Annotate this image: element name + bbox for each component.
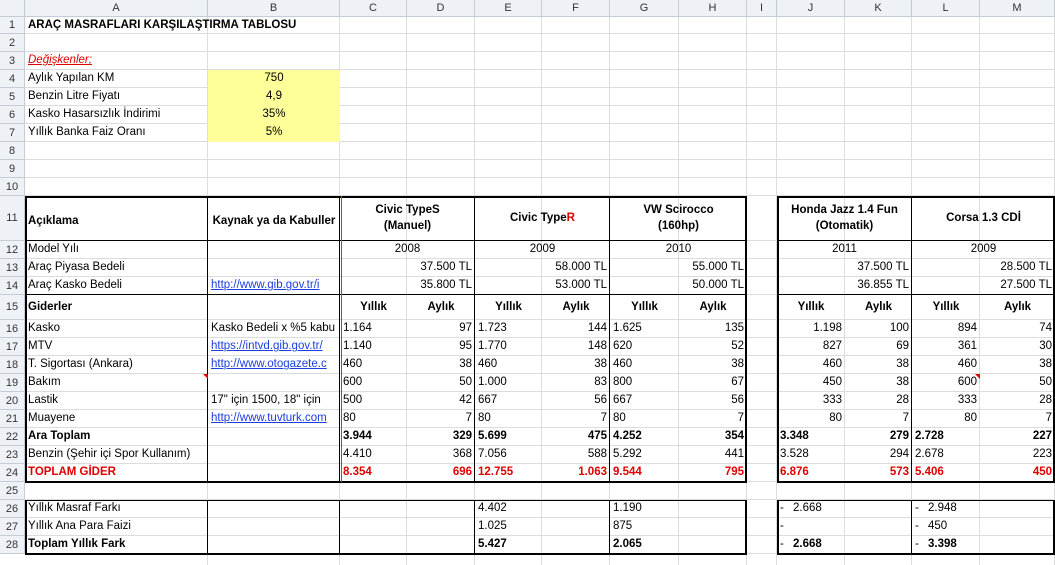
row-header-3[interactable]: 3 (0, 52, 25, 70)
table-border (207, 196, 208, 483)
fuel-value[interactable]: 223 (1032, 448, 1052, 461)
fuel-value[interactable]: 441 (724, 448, 744, 461)
yearly-header[interactable]: Yıllık (932, 300, 960, 313)
header-car4-line2: (Otomatik) (815, 219, 874, 232)
expense-value[interactable]: 30 (1039, 340, 1052, 353)
table-border (474, 196, 475, 483)
diff-value-g[interactable]: 875 (613, 520, 633, 533)
expense-value[interactable]: 80 (343, 412, 356, 425)
row-header-14[interactable]: 14 (0, 277, 25, 295)
row-header-6[interactable]: 6 (0, 106, 25, 124)
expense-value[interactable]: 28 (896, 394, 909, 407)
monthly-header[interactable]: Aylık (699, 300, 727, 313)
table-border (777, 553, 1055, 555)
table-border (777, 500, 1055, 501)
model-year-value[interactable]: 2008 (394, 243, 421, 256)
table-border (745, 196, 747, 483)
market-value[interactable]: 58.000 TL (555, 261, 607, 274)
expense-value[interactable]: 460 (613, 358, 633, 371)
header-source[interactable]: Kaynak ya da Kabuller (212, 214, 336, 227)
diff-value-e[interactable]: 4.402 (478, 502, 507, 515)
table-border (207, 500, 208, 554)
row-header-24[interactable]: 24 (0, 464, 25, 482)
expense-source[interactable]: Kasko Bedeli x %5 kabu (211, 322, 336, 335)
insurance-value[interactable]: 50.000 TL (692, 279, 744, 292)
subtotal-value[interactable]: 5.699 (478, 430, 507, 443)
diff-label[interactable]: Yıllık Ana Para Faizi (28, 520, 131, 533)
row-header-16[interactable]: 16 (0, 320, 25, 338)
row-header-11[interactable]: 11 (0, 196, 25, 241)
header-car2-name: Civic Type (510, 211, 567, 224)
header-description[interactable]: Açıklama (28, 214, 79, 227)
expense-value[interactable]: 50 (1039, 376, 1052, 389)
total-value[interactable]: 450 (1032, 466, 1052, 479)
header-car3-line2: (160hp) (658, 219, 699, 232)
total-value[interactable]: 9.544 (613, 466, 642, 479)
diff-value-j[interactable] (777, 518, 845, 536)
column-header-g[interactable]: G (610, 0, 679, 17)
total-value[interactable]: 696 (452, 466, 472, 479)
expense-value[interactable]: 1.164 (343, 322, 372, 335)
table-border (777, 196, 1055, 198)
model-year-label[interactable]: Model Yılı (28, 243, 79, 256)
comment-indicator-icon[interactable] (975, 374, 980, 379)
insurance-value-label[interactable]: Araç Kasko Bedeli (28, 279, 122, 292)
header-car1[interactable] (340, 196, 475, 241)
expense-label[interactable]: MTV (28, 340, 53, 353)
expense-value[interactable]: 83 (594, 376, 607, 389)
expense-value[interactable]: 333 (957, 394, 977, 407)
table-border (777, 481, 1055, 483)
expense-value[interactable]: 56 (731, 394, 744, 407)
row-header-21[interactable]: 21 (0, 410, 25, 428)
variable-label[interactable]: Yıllık Banka Faiz Oranı (28, 126, 146, 139)
expense-label[interactable]: Muayene (28, 412, 76, 425)
expense-value[interactable]: 450 (822, 376, 842, 389)
monthly-header[interactable]: Aylık (427, 300, 455, 313)
row-header-26[interactable]: 26 (0, 500, 25, 518)
expense-value[interactable]: 7 (600, 412, 607, 425)
market-value[interactable]: 37.500 TL (857, 261, 909, 274)
expense-value[interactable]: 38 (1039, 358, 1052, 371)
diff-value-j[interactable]: 2.668 (793, 502, 822, 515)
header-car2[interactable] (475, 196, 610, 241)
table-border (911, 196, 912, 483)
header-car4[interactable] (777, 196, 912, 241)
monthly-header[interactable]: Aylık (562, 300, 590, 313)
variable-value-input[interactable]: 4,9 (266, 90, 282, 103)
diff-value-e[interactable]: 5.427 (478, 538, 507, 551)
expense-value[interactable]: 460 (343, 358, 363, 371)
header-car3-line1: VW Scirocco (643, 203, 714, 216)
expense-value[interactable]: 100 (889, 322, 909, 335)
column-header-l[interactable]: L (912, 0, 980, 17)
model-year-value[interactable]: 2011 (832, 243, 857, 256)
expense-value[interactable]: 600 (957, 376, 977, 389)
expense-value[interactable]: 69 (896, 340, 909, 353)
expense-value[interactable]: 361 (957, 340, 977, 353)
total-value[interactable]: 8.354 (343, 466, 372, 479)
comment-indicator-icon[interactable] (203, 374, 208, 379)
expense-value[interactable]: 56 (594, 394, 607, 407)
subtotal-value[interactable]: 2.728 (915, 430, 944, 443)
column-header-m[interactable]: M (980, 0, 1055, 17)
expense-value[interactable]: 38 (731, 358, 744, 371)
table-border (25, 500, 747, 501)
fuel-value[interactable]: 368 (452, 448, 472, 461)
row-header-13[interactable]: 13 (0, 259, 25, 277)
header-car1-line2: (Manuel) (383, 219, 432, 232)
header-car1-line1: Civic TypeS (375, 203, 440, 216)
row-header-7[interactable]: 7 (0, 124, 25, 142)
fuel-value[interactable]: 2.678 (915, 448, 944, 461)
diff-label[interactable]: Toplam Yıllık Fark (28, 538, 126, 551)
table-border (25, 481, 747, 483)
subtotal-value[interactable]: 279 (889, 430, 909, 443)
diff-value-l[interactable]: 450 (928, 520, 948, 533)
table-border (341, 196, 342, 482)
expense-value[interactable]: 97 (459, 322, 472, 335)
header-car4-line1: Honda Jazz 1.4 Fun (791, 203, 898, 216)
row-header-18[interactable]: 18 (0, 356, 25, 374)
column-header-h[interactable]: H (679, 0, 747, 17)
insurance-value[interactable]: 35.800 TL (420, 279, 472, 292)
table-border (339, 500, 340, 554)
diff-value-e[interactable]: 1.025 (478, 520, 507, 533)
expense-value[interactable]: 1.625 (613, 322, 642, 335)
expense-value[interactable]: 7 (465, 412, 472, 425)
expense-label[interactable]: Bakım (28, 376, 61, 389)
table-border (777, 240, 1055, 241)
expense-value[interactable]: 80 (613, 412, 626, 425)
model-year-value[interactable]: 2009 (529, 243, 556, 256)
fuel-value[interactable]: 588 (587, 448, 607, 461)
subtotal-value[interactable]: 475 (587, 430, 607, 443)
expense-label[interactable]: Lastik (28, 394, 59, 407)
expense-value[interactable]: 42 (459, 394, 472, 407)
expense-value[interactable]: 135 (724, 322, 744, 335)
subtotal-value[interactable]: 354 (724, 430, 744, 443)
expense-value[interactable]: 38 (594, 358, 607, 371)
variable-value-input[interactable]: 750 (264, 72, 284, 85)
sheet-title[interactable]: ARAÇ MASRAFLARI KARŞILAŞTIRMA TABLOSU (28, 18, 297, 31)
subtotal-value[interactable]: 3.944 (343, 430, 372, 443)
expense-value[interactable]: 500 (343, 394, 363, 407)
expense-value[interactable]: 600 (343, 376, 363, 389)
yearly-header[interactable]: Yıllık (360, 300, 387, 313)
expense-value[interactable]: 7 (737, 412, 744, 425)
expense-source[interactable]: 17" için 1500, 18" için (211, 394, 321, 407)
diff-label[interactable]: Yıllık Masraf Farkı (28, 502, 121, 515)
subtotal-value[interactable]: 4.252 (613, 430, 642, 443)
table-border (777, 500, 779, 554)
gridline (25, 159, 1055, 160)
yearly-header[interactable]: Yıllık (495, 300, 522, 313)
column-header-k[interactable]: K (845, 0, 912, 17)
row-header-28[interactable]: 28 (0, 536, 25, 554)
variable-value-input[interactable]: 35% (262, 108, 286, 121)
expense-value[interactable]: 144 (587, 322, 607, 335)
fuel-value[interactable]: 4.410 (343, 448, 372, 461)
select-all-corner[interactable] (0, 0, 25, 17)
market-value[interactable]: 55.000 TL (692, 261, 744, 274)
row-header-5[interactable]: 5 (0, 88, 25, 106)
variable-label[interactable]: Aylık Yapılan KM (28, 72, 115, 85)
gridline (25, 177, 1055, 178)
expense-value[interactable]: 80 (964, 412, 977, 425)
expense-value[interactable]: 67 (731, 376, 744, 389)
expense-value[interactable]: 7 (902, 412, 909, 425)
table-border (25, 294, 747, 295)
diff-value-j[interactable]: 2.668 (793, 538, 822, 551)
row-header-1[interactable]: 1 (0, 17, 25, 34)
subtotal-value[interactable]: 329 (452, 430, 472, 443)
fuel-value[interactable]: 5.292 (613, 448, 642, 461)
table-border (609, 196, 610, 483)
diff-value-l[interactable]: 2.948 (928, 502, 957, 515)
total-value[interactable]: 5.406 (915, 466, 944, 479)
total-value[interactable]: 6.876 (780, 466, 809, 479)
expense-value[interactable]: 667 (613, 394, 633, 407)
column-header-j[interactable]: J (777, 0, 845, 17)
total-value[interactable]: 795 (724, 466, 744, 479)
diff-value-l[interactable]: 3.398 (928, 538, 957, 551)
row-header-20[interactable]: 20 (0, 392, 25, 410)
expense-value[interactable]: 1.723 (478, 322, 507, 335)
row-header-15[interactable]: 15 (0, 295, 25, 320)
header-car2-suffix: R (566, 211, 575, 224)
expense-value[interactable]: 1.000 (478, 376, 507, 389)
column-header-d[interactable]: D (407, 0, 475, 17)
subtotal-value[interactable]: 3.348 (780, 430, 809, 443)
table-border (339, 196, 340, 483)
expenses-header[interactable]: Giderler (28, 300, 73, 313)
expense-value[interactable]: 460 (957, 358, 977, 371)
fuel-label[interactable]: Benzin (Şehir içi Spor Kullanım) (28, 448, 191, 461)
expense-value[interactable]: 7 (1045, 412, 1052, 425)
row-header-4[interactable]: 4 (0, 70, 25, 88)
expense-label[interactable]: Kasko (28, 322, 60, 335)
variables-label[interactable]: Değişkenler; (28, 54, 92, 67)
table-border (25, 500, 27, 554)
table-border (609, 500, 610, 554)
yearly-header[interactable]: Yıllık (797, 300, 825, 313)
diff-value-g[interactable]: 2.065 (613, 538, 642, 551)
diff-sign-l[interactable]: - (915, 538, 919, 551)
total-value[interactable]: 1.063 (578, 466, 607, 479)
table-border (25, 553, 747, 555)
expense-value[interactable]: 1.198 (813, 322, 842, 335)
expense-value[interactable]: 460 (478, 358, 498, 371)
market-value[interactable]: 37.500 TL (420, 261, 472, 274)
table-border (777, 294, 1055, 295)
fuel-value[interactable]: 3.528 (780, 448, 809, 461)
total-label[interactable]: TOPLAM GİDER (28, 466, 116, 479)
expense-source-link[interactable]: https://intvd.gib.gov.tr/ (211, 340, 323, 353)
expense-value[interactable]: 620 (613, 340, 633, 353)
expense-value[interactable]: 80 (829, 412, 842, 425)
table-border (777, 196, 779, 483)
monthly-header[interactable]: Aylık (1003, 300, 1032, 313)
expense-value[interactable]: 800 (613, 376, 633, 389)
expense-value[interactable]: 148 (587, 340, 607, 353)
model-year-value[interactable]: 2010 (665, 243, 692, 256)
insurance-source-link[interactable]: http://www.gib.gov.tr/i (211, 279, 320, 292)
expense-source-link[interactable]: http://www.otogazete.c (211, 358, 327, 371)
row-header-23[interactable]: 23 (0, 446, 25, 464)
expense-value[interactable]: 827 (822, 340, 842, 353)
variable-value-input[interactable]: 5% (265, 126, 283, 139)
row-header-10[interactable]: 10 (0, 178, 25, 196)
row-header-25[interactable]: 25 (0, 482, 25, 500)
insurance-value[interactable]: 36.855 TL (857, 279, 909, 292)
table-border (25, 240, 747, 241)
expense-value[interactable]: 1.770 (478, 340, 507, 353)
diff-value-g[interactable]: 1.190 (613, 502, 642, 515)
expense-value[interactable]: 38 (459, 358, 472, 371)
diff-sign-j[interactable]: - (780, 520, 784, 533)
expense-value[interactable]: 50 (459, 376, 472, 389)
monthly-header[interactable]: Aylık (864, 300, 893, 313)
diff-sign-l[interactable]: - (915, 502, 919, 515)
table-border (25, 196, 747, 198)
table-border (745, 500, 747, 554)
column-header-b[interactable]: B (208, 0, 340, 17)
column-header-f[interactable]: F (542, 0, 610, 17)
expense-value[interactable]: 52 (731, 340, 744, 353)
row-header-9[interactable]: 9 (0, 160, 25, 178)
expense-source-link[interactable]: http://www.tuvturk.com (211, 412, 327, 425)
column-header-c[interactable]: C (340, 0, 407, 17)
table-border (474, 500, 475, 554)
total-value[interactable]: 573 (889, 466, 909, 479)
expense-value[interactable]: 460 (822, 358, 842, 371)
insurance-value[interactable]: 53.000 TL (555, 279, 607, 292)
subtotal-label[interactable]: Ara Toplam (28, 430, 91, 443)
table-border (25, 196, 27, 483)
row-header-19[interactable]: 19 (0, 374, 25, 392)
row-header-12[interactable]: 12 (0, 241, 25, 259)
diff-sign-j[interactable]: - (780, 502, 784, 515)
market-value-label[interactable]: Araç Piyasa Bedeli (28, 261, 125, 274)
model-year-value[interactable]: 2009 (970, 243, 997, 256)
row-header-2[interactable]: 2 (0, 34, 25, 52)
insurance-value[interactable]: 27.500 TL (1000, 279, 1052, 292)
expense-value[interactable]: 80 (478, 412, 491, 425)
expense-label[interactable]: T. Sigortası (Ankara) (28, 358, 133, 371)
total-value[interactable]: 12.755 (478, 466, 514, 479)
market-value[interactable]: 28.500 TL (1000, 261, 1052, 274)
row-header-22[interactable]: 22 (0, 428, 25, 446)
row-header-27[interactable]: 27 (0, 518, 25, 536)
row-header-8[interactable]: 8 (0, 142, 25, 160)
diff-sign-l[interactable]: - (915, 520, 919, 533)
expense-value[interactable]: 28 (1039, 394, 1052, 407)
expense-value[interactable]: 1.140 (343, 340, 372, 353)
header-car3[interactable] (610, 196, 747, 241)
table-border (911, 500, 912, 554)
column-header-e[interactable]: E (475, 0, 542, 17)
expense-value[interactable]: 333 (822, 394, 842, 407)
column-header-i[interactable]: I (747, 0, 777, 17)
expense-value[interactable]: 95 (459, 340, 472, 353)
variable-label[interactable]: Kasko Hasarsızlık İndirimi (28, 108, 161, 121)
expense-value[interactable]: 38 (896, 358, 909, 371)
variable-label[interactable]: Benzin Litre Fiyatı (28, 90, 121, 103)
yearly-header[interactable]: Yıllık (631, 300, 658, 313)
diff-sign-j[interactable]: - (780, 538, 784, 551)
expense-value[interactable]: 74 (1039, 322, 1052, 335)
header-car5[interactable]: Corsa 1.3 CDİ (946, 211, 1021, 224)
fuel-value[interactable]: 294 (889, 448, 909, 461)
fuel-value[interactable]: 7.056 (478, 448, 507, 461)
column-header-a[interactable]: A (25, 0, 208, 17)
expense-value[interactable]: 38 (896, 376, 909, 389)
expense-value[interactable]: 667 (478, 394, 498, 407)
row-header-17[interactable]: 17 (0, 338, 25, 356)
expense-value[interactable]: 894 (957, 322, 977, 335)
subtotal-value[interactable]: 227 (1032, 430, 1052, 443)
